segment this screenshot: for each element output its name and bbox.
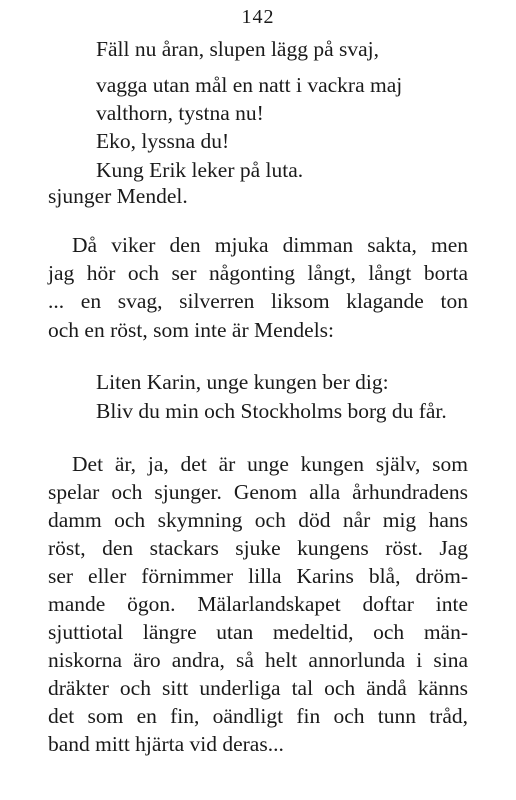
paragraph2-line-4: röst, den stackars sjuke kungens röst. Jag <box>48 536 468 560</box>
paragraph2-line-2: spelar och sjunger. Genom alla århundradens <box>48 480 468 504</box>
paragraph2-line-3: damm och skymning och död når mig hans <box>48 508 468 532</box>
paragraph2-line-9: dräkter och sitt underliga tal och ändå känns <box>48 676 468 700</box>
paragraph2-line-7: sjuttiotal längre utan medeltid, och män- <box>48 620 468 644</box>
paragraph2-line-8: niskorna äro andra, så helt annorlunda i sina <box>48 648 468 672</box>
paragraph1-line-1: Då viker den mjuka dimman sakta, men <box>72 233 468 257</box>
verse-line-3: valthorn, tystna nu! <box>96 101 264 125</box>
verse-line-1: Fäll nu åran, slupen lägg på svaj, <box>96 37 380 61</box>
paragraph2-line-10: det som en fin, oändligt fin och tunn tråd, <box>48 704 468 728</box>
song-line-2: Bliv du min och Stockholms borg du får. <box>96 399 447 423</box>
paragraph1-line-4: och en röst, som inte är Mendels: <box>48 318 335 342</box>
song-line-1: Liten Karin, unge kungen ber dig: <box>96 370 389 394</box>
paragraph2-line-5: ser eller förnimmer lilla Karins blå, dröm- <box>48 564 468 588</box>
paragraph2-line-1: Det är, ja, det är unge kungen själv, som <box>72 452 468 476</box>
paragraph1-line-3: ... en svag, silverren liksom klagande ton <box>48 289 468 313</box>
paragraph2-line-11: band mitt hjärta vid deras... <box>48 732 284 756</box>
verse-line-4: Eko, lyssna du! <box>96 129 230 153</box>
verse-line-2: vagga utan mål en natt i vackra maj <box>96 73 403 97</box>
paragraph2-line-6: mande ögon. Mälarlandskapet doftar inte <box>48 592 468 616</box>
page-number: 142 <box>241 6 275 28</box>
verse-line-5: Kung Erik leker på luta. <box>96 158 304 182</box>
verse-attribution: sjunger Mendel. <box>48 184 188 208</box>
paragraph1-line-2: jag hör och ser någonting långt, långt borta <box>48 261 468 285</box>
